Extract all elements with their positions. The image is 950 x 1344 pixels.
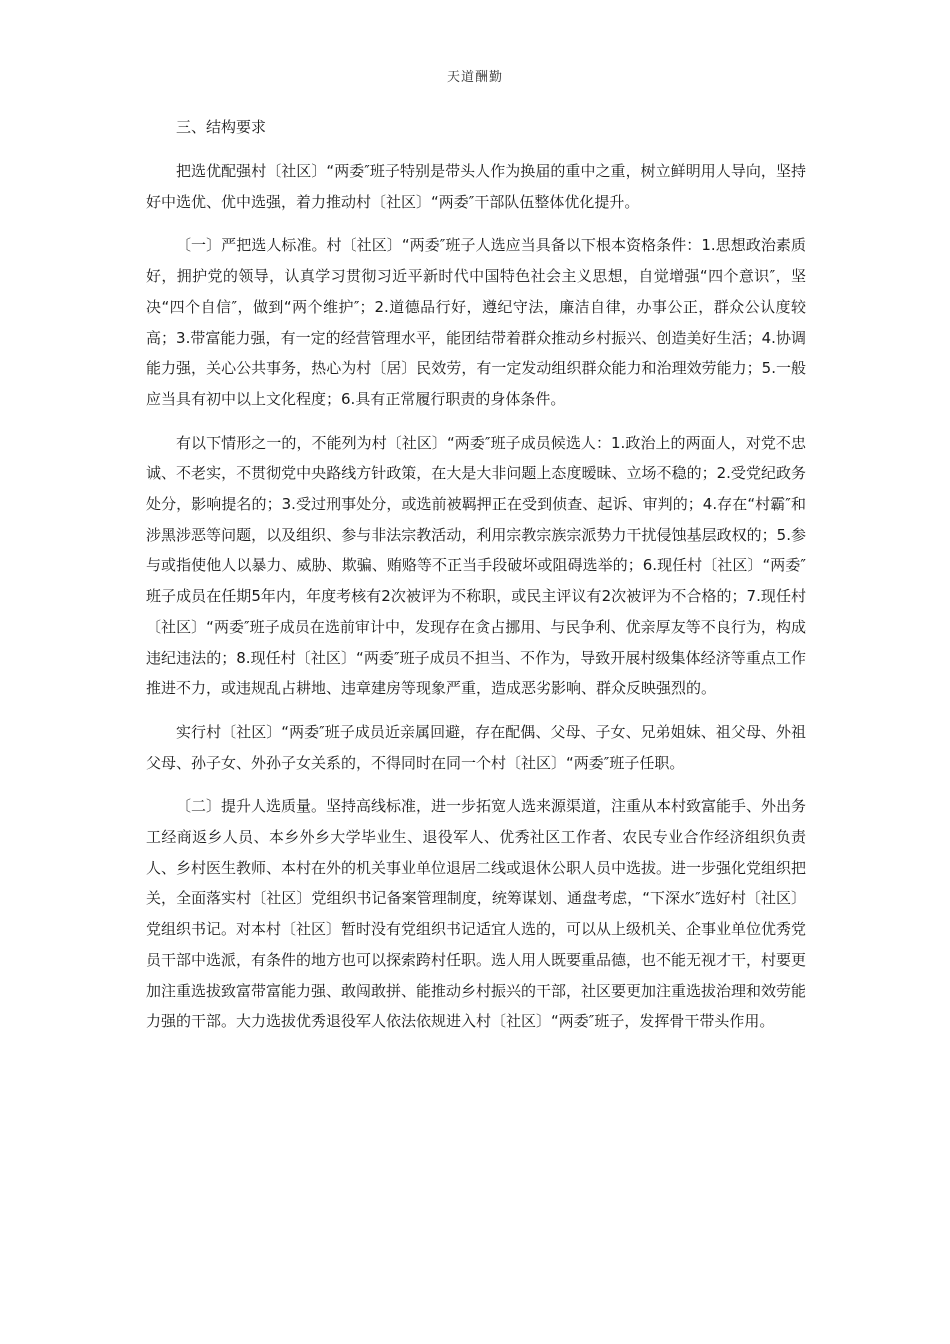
paragraph-relatives-avoidance: 实行村〔社区〕“两委″班子成员近亲属回避，存在配偶、父母、子女、兄弟姐妹、祖父母、外祖父母、孙子女、外孙子女关系的，不得同时在同一个村〔社区〕“两委″班子任职。 bbox=[146, 722, 806, 772]
paragraph-selection-standards: 〔一〕严把选人标准。村〔社区〕“两委″班子人选应当具备以下根本资格条件：1.思想政治素质好，拥护党的领导，认真学习贯彻习近平新时代中国特色社会主义思想，自觉增强“四个意识″，坚决“四个自信″，做到“两个维护″；2.道德品行好，遵纪守法，廉洁自律，办事公正，群众公认度较高；3.带富能力强，有一定的经营管理水平，能团结带着群众推动乡村振兴、创造美好生活；4.协调能力强，关心公共事务，热心为村〔居〕民效劳，有一定发动组织群众能力和治理效劳能力；5.一般应当具有初中以上文化程度；6.具有正常履行职责的身体条件。 bbox=[146, 236, 806, 408]
document-body bbox=[146, 114, 806, 1050]
section-heading: 三、结构要求 bbox=[176, 118, 267, 136]
paragraph-intro: 把选优配强村〔社区〕“两委″班子特别是带头人作为换届的重中之重，树立鲜明用人导向，坚持好中选优、优中选强，着力推动村〔社区〕“两委″干部队伍整体优化提升。 bbox=[146, 162, 806, 211]
paragraph-disqualifications: 有以下情形之一的，不能列为村〔社区〕“两委″班子成员候选人：1.政治上的两面人，对党不忠诚、不老实，不贯彻党中央路线方针政策，在大是大非问题上态度暧昧、立场不稳的；2.受党纪政务处分，影响提名的；3.受过刑事处分，或选前被羁押正在受到侦查、起诉、审判的；4.存在“村霸″和涉黑涉恶等问题，以及组织、参与非法宗教活动，利用宗教宗族宗派势力干扰侵蚀基层政权的；5.参与或指使他人以暴力、威胁、欺骗、贿赂等不正当手段破坏或阻碍选举的；6.现任村〔社区〕“两委″班子成员在任期5年内，年度考核有2次被评为不称职，或民主评议有2次被评为不合格的；7.现任村〔社区〕“两委″班子成员在选前审计中，发现存在贪占挪用、与民争利、优亲厚友等不良行为，构成违纪违法的；8.现任村〔社区〕“两委″班子成员不担当、不作为，导致开展村级集体经济等重点工作推进不力，或违规乱占耕地、违章建房等现象严重，造成恶劣影响、群众反映强烈的。 bbox=[146, 433, 806, 698]
paragraph-candidate-quality: 〔二〕提升人选质量。坚持高线标准，进一步拓宽人选来源渠道，注重从本村致富能手、外出务工经商返乡人员、本乡外乡大学毕业生、退役军人、优秀社区工作者、农民专业合作经济组织负责人、乡村医生教师、本村在外的机关事业单位退居二线或退休公职人员中选拔。进一步强化党组织把关，全面落实村〔社区〕党组织书记备案管理制度，统筹谋划、通盘考虑，“下深水″选好村〔社区〕党组织书记。对本村〔社区〕暂时没有党组织书记适宜人选的，可以从上级机关、企事业单位优秀党员干部中选派，有条件的地方也可以探索跨村任职。选人用人既要重品德，也不能无视才干，村要更加注重选拔致富带富能力强、敢闯敢拼、能推动乡村振兴的干部，社区要更加注重选拔治理和效劳能力强的干部。大力选拔优秀退役军人依法依规进入村〔社区〕“两委″班子，发挥骨干带头作用。 bbox=[146, 797, 807, 1031]
page-header: 天道酬勤 bbox=[446, 70, 503, 85]
